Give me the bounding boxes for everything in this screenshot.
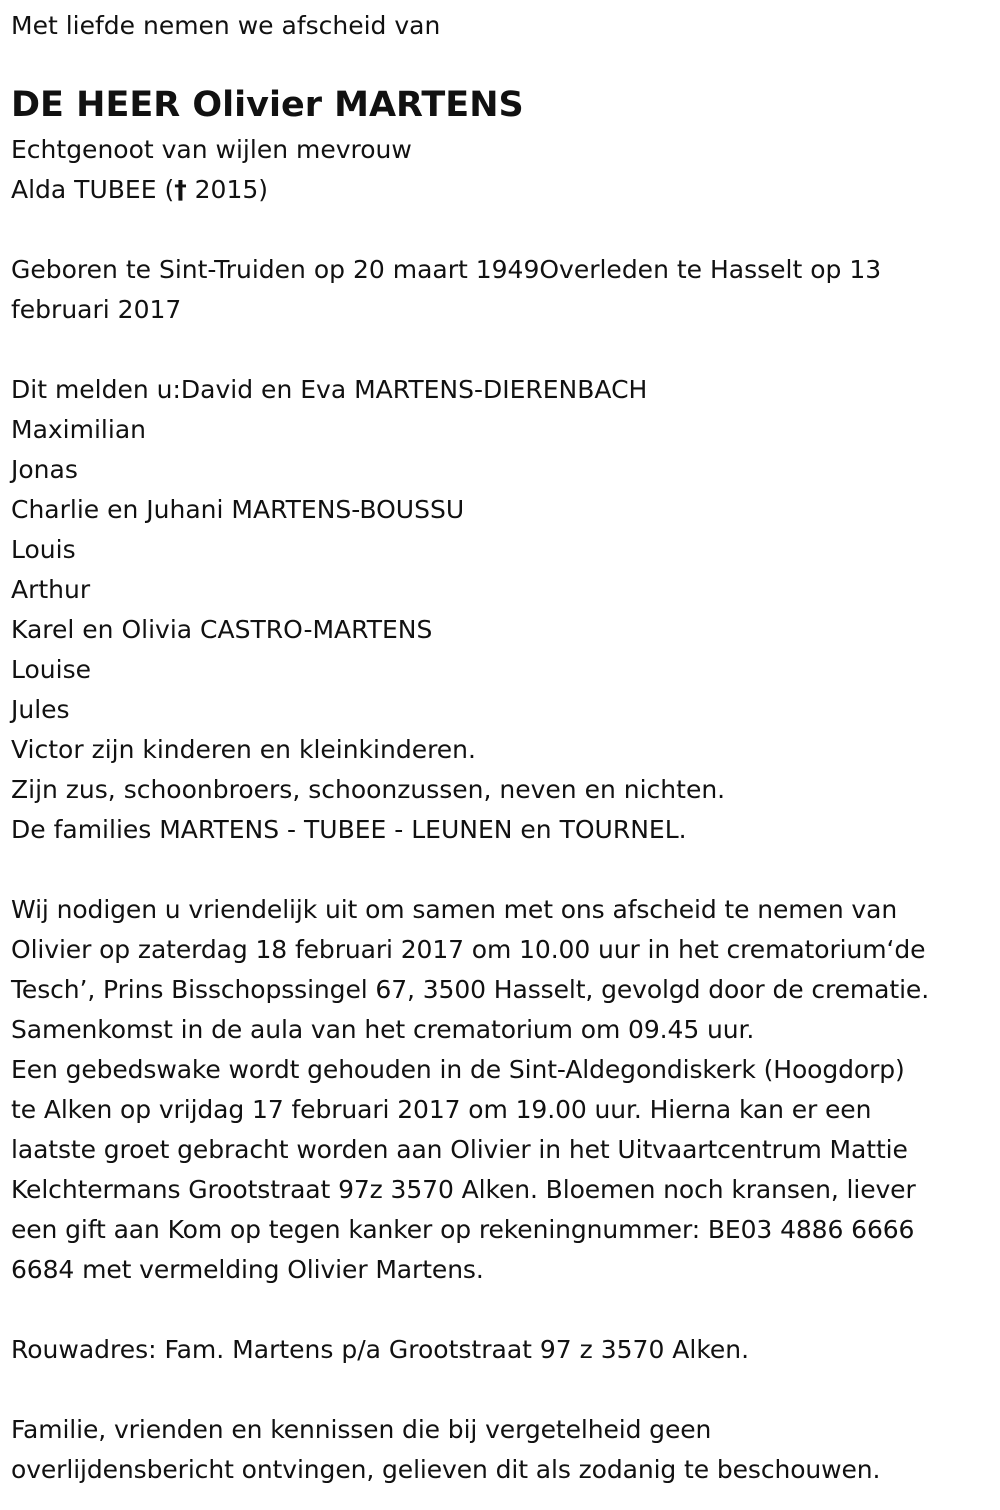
intro-text: Met liefde nemen we afscheid van (11, 11, 441, 40)
invitation-line: Wij nodigen u vriendelijk uit om samen met ons afscheid te nemen van (11, 895, 898, 924)
announcer-line: Karel en Olivia CASTRO-MARTENS (11, 615, 433, 644)
invitation-line: Een gebedswake wordt gehouden in de Sint-Aldegondiskerk (Hoogdorp) (11, 1055, 905, 1084)
deceased-name: DE HEER Olivier MARTENS (11, 85, 524, 125)
spouse-death-year: 2015) (186, 175, 269, 204)
announcers-list (11, 370, 1000, 850)
invitation-line: Tesch’, Prins Bisschopssingel 67, 3500 Hasselt, gevolgd door de crematie. (11, 975, 930, 1004)
cross-icon: † (174, 175, 187, 204)
closing-paragraph (11, 1410, 993, 1490)
announcer-line: Zijn zus, schoonbroers, schoonzussen, neven en nichten. (11, 775, 726, 804)
invitation-line: laatste groet gebracht worden aan Olivier in het Uitvaartcentrum Mattie (11, 1135, 908, 1164)
spouse-line-1: Echtgenoot van wijlen mevrouw (11, 135, 412, 164)
announcer-line: Charlie en Juhani MARTENS-BOUSSU (11, 495, 465, 524)
spacer (11, 1370, 1000, 1410)
announcer-line: Dit melden u:David en Eva MARTENS-DIERENBACH (11, 375, 648, 404)
closing-line: overlijdensbericht ontvingen, gelieven dit als zodanig te beschouwen. (11, 1455, 881, 1484)
spacer (11, 210, 1000, 250)
announcer-line: Louise (11, 655, 91, 684)
invitation-line: Kelchtermans Grootstraat 97z 3570 Alken. Bloemen noch kransen, liever (11, 1175, 916, 1204)
invitation-line: Samenkomst in de aula van het crematorium om 09.45 uur. (11, 1015, 755, 1044)
spacer (11, 1290, 1000, 1330)
invitation-line: 6684 met vermelding Olivier Martens. (11, 1255, 484, 1284)
invitation-line: een gift aan Kom op tegen kanker op rekeningnummer: BE03 4886 6666 (11, 1215, 915, 1244)
announcer-line: Louis (11, 535, 76, 564)
announcer-line: Jules (11, 695, 70, 724)
spouse-name: Alda TUBEE ( (11, 175, 175, 204)
birth-death-line-1: Geboren te Sint-Truiden op 20 maart 1949Overleden te Hasselt op 13 (11, 255, 882, 284)
announcer-line: Victor zijn kinderen en kleinkinderen. (11, 735, 476, 764)
spacer (11, 330, 1000, 370)
invitation-line: Olivier op zaterdag 18 februari 2017 om 10.00 uur in het crematorium‘de (11, 935, 926, 964)
mourning-address: Rouwadres: Fam. Martens p/a Grootstraat 97 z 3570 Alken. (11, 1335, 750, 1364)
announcer-line: De families MARTENS - TUBEE - LEUNEN en TOURNEL. (11, 815, 687, 844)
announcer-line: Maximilian (11, 415, 146, 444)
invitation-line: te Alken op vrijdag 17 februari 2017 om 19.00 uur. Hierna kan er een (11, 1095, 872, 1124)
spouse-line-2 (11, 170, 1000, 210)
spacer (11, 850, 1000, 890)
closing-line: Familie, vrienden en kennissen die bij vergetelheid geen (11, 1415, 712, 1444)
announcer-line: Arthur (11, 575, 91, 604)
invitation-paragraph (11, 890, 993, 1290)
announcer-line: Jonas (11, 455, 78, 484)
birth-death-line-2: februari 2017 (11, 295, 182, 324)
